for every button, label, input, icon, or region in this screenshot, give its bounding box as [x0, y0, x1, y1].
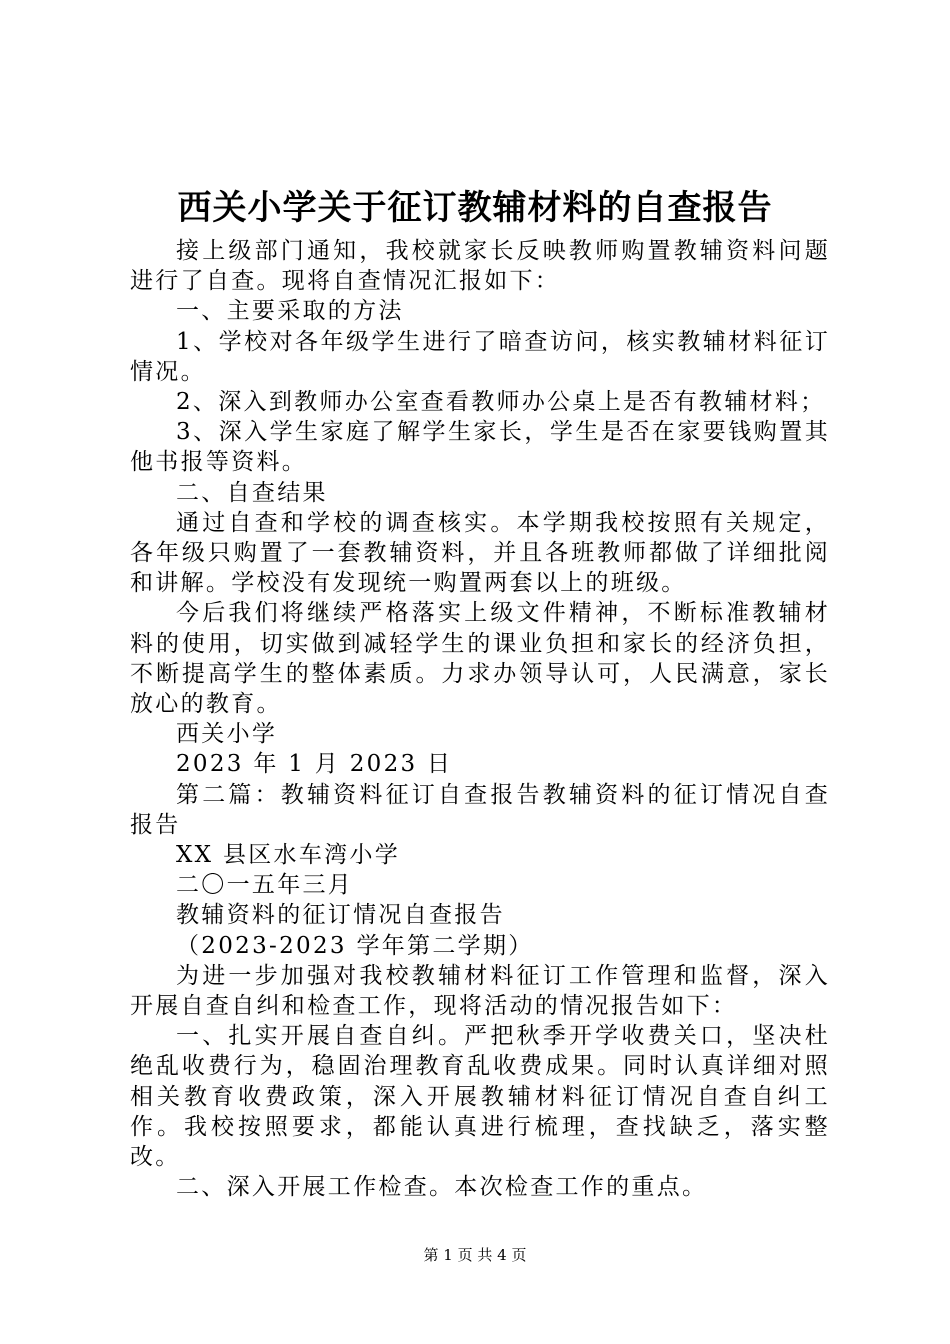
school-name: XX 县区水车湾小学: [176, 842, 401, 869]
signature-date: 2023 年 1 月 2023 日: [176, 751, 453, 778]
document-body: [130, 236, 830, 1203]
section-heading: 一、主要采取的方法: [176, 298, 404, 325]
paragraph: 今后我们将继续严格落实上级文件精神，不断标准教辅材料的使用，切实做到减轻学生的课业负担和家长的经济负担，不断提高学生的整体素质。力求办领导认可，人民满意，家长放心的教育。: [130, 600, 830, 718]
report-title: 教辅资料的征订情况自查报告: [176, 902, 505, 929]
paragraph: 一、扎实开展自查自纠。严把秋季开学收费关口，坚决杜绝乱收费行为，稳固治理教育乱收费成果。同时认真详细对照相关教育收费政策，深入开展教辅材料征订情况自查自纠工作。我校按照要求，都能认真进行梳理，查找缺乏，落实整改。: [130, 1023, 830, 1171]
section-heading: 二、自查结果: [176, 479, 328, 506]
paragraph: 为进一步加强对我校教辅材料征订工作管理和监督，深入开展自查自纠和检查工作，现将活动的情况报告如下：: [130, 962, 830, 1020]
report-date: 二〇一五年三月: [176, 872, 354, 899]
paragraph: 接上级部门通知，我校就家长反映教师购置教辅资料问题进行了自查。现将自查情况汇报如下：: [130, 238, 830, 295]
second-article-heading: 第二篇：教辅资料征订自查报告教辅资料的征订情况自查报告: [130, 781, 830, 838]
paragraph: 通过自查和学校的调查核实。本学期我校按照有关规定，各年级只购置了一套教辅资料，并且各班教师都做了详细批阅和讲解。学校没有发现统一购置两套以上的班级。: [130, 509, 830, 597]
paragraph: 二、深入开展工作检查。本次检查工作的重点。: [176, 1174, 708, 1201]
list-item: 1、学校对各年级学生进行了暗查访问，核实教辅材料征订情况。: [130, 328, 830, 385]
list-item: 2、深入到教师办公室查看教师办公桌上是否有教辅材料；: [176, 389, 826, 416]
report-term: （2023-2023 学年第二学期）: [176, 932, 534, 959]
page-footer: 第 1 页 共 4 页: [423, 1246, 527, 1264]
list-item: 3、深入学生家庭了解学生家长，学生是否在家要钱购置其他书报等资料。: [130, 419, 830, 476]
document-title: 西关小学关于征订教辅材料的自查报告: [177, 188, 773, 228]
signature-school: 西关小学: [176, 721, 278, 748]
